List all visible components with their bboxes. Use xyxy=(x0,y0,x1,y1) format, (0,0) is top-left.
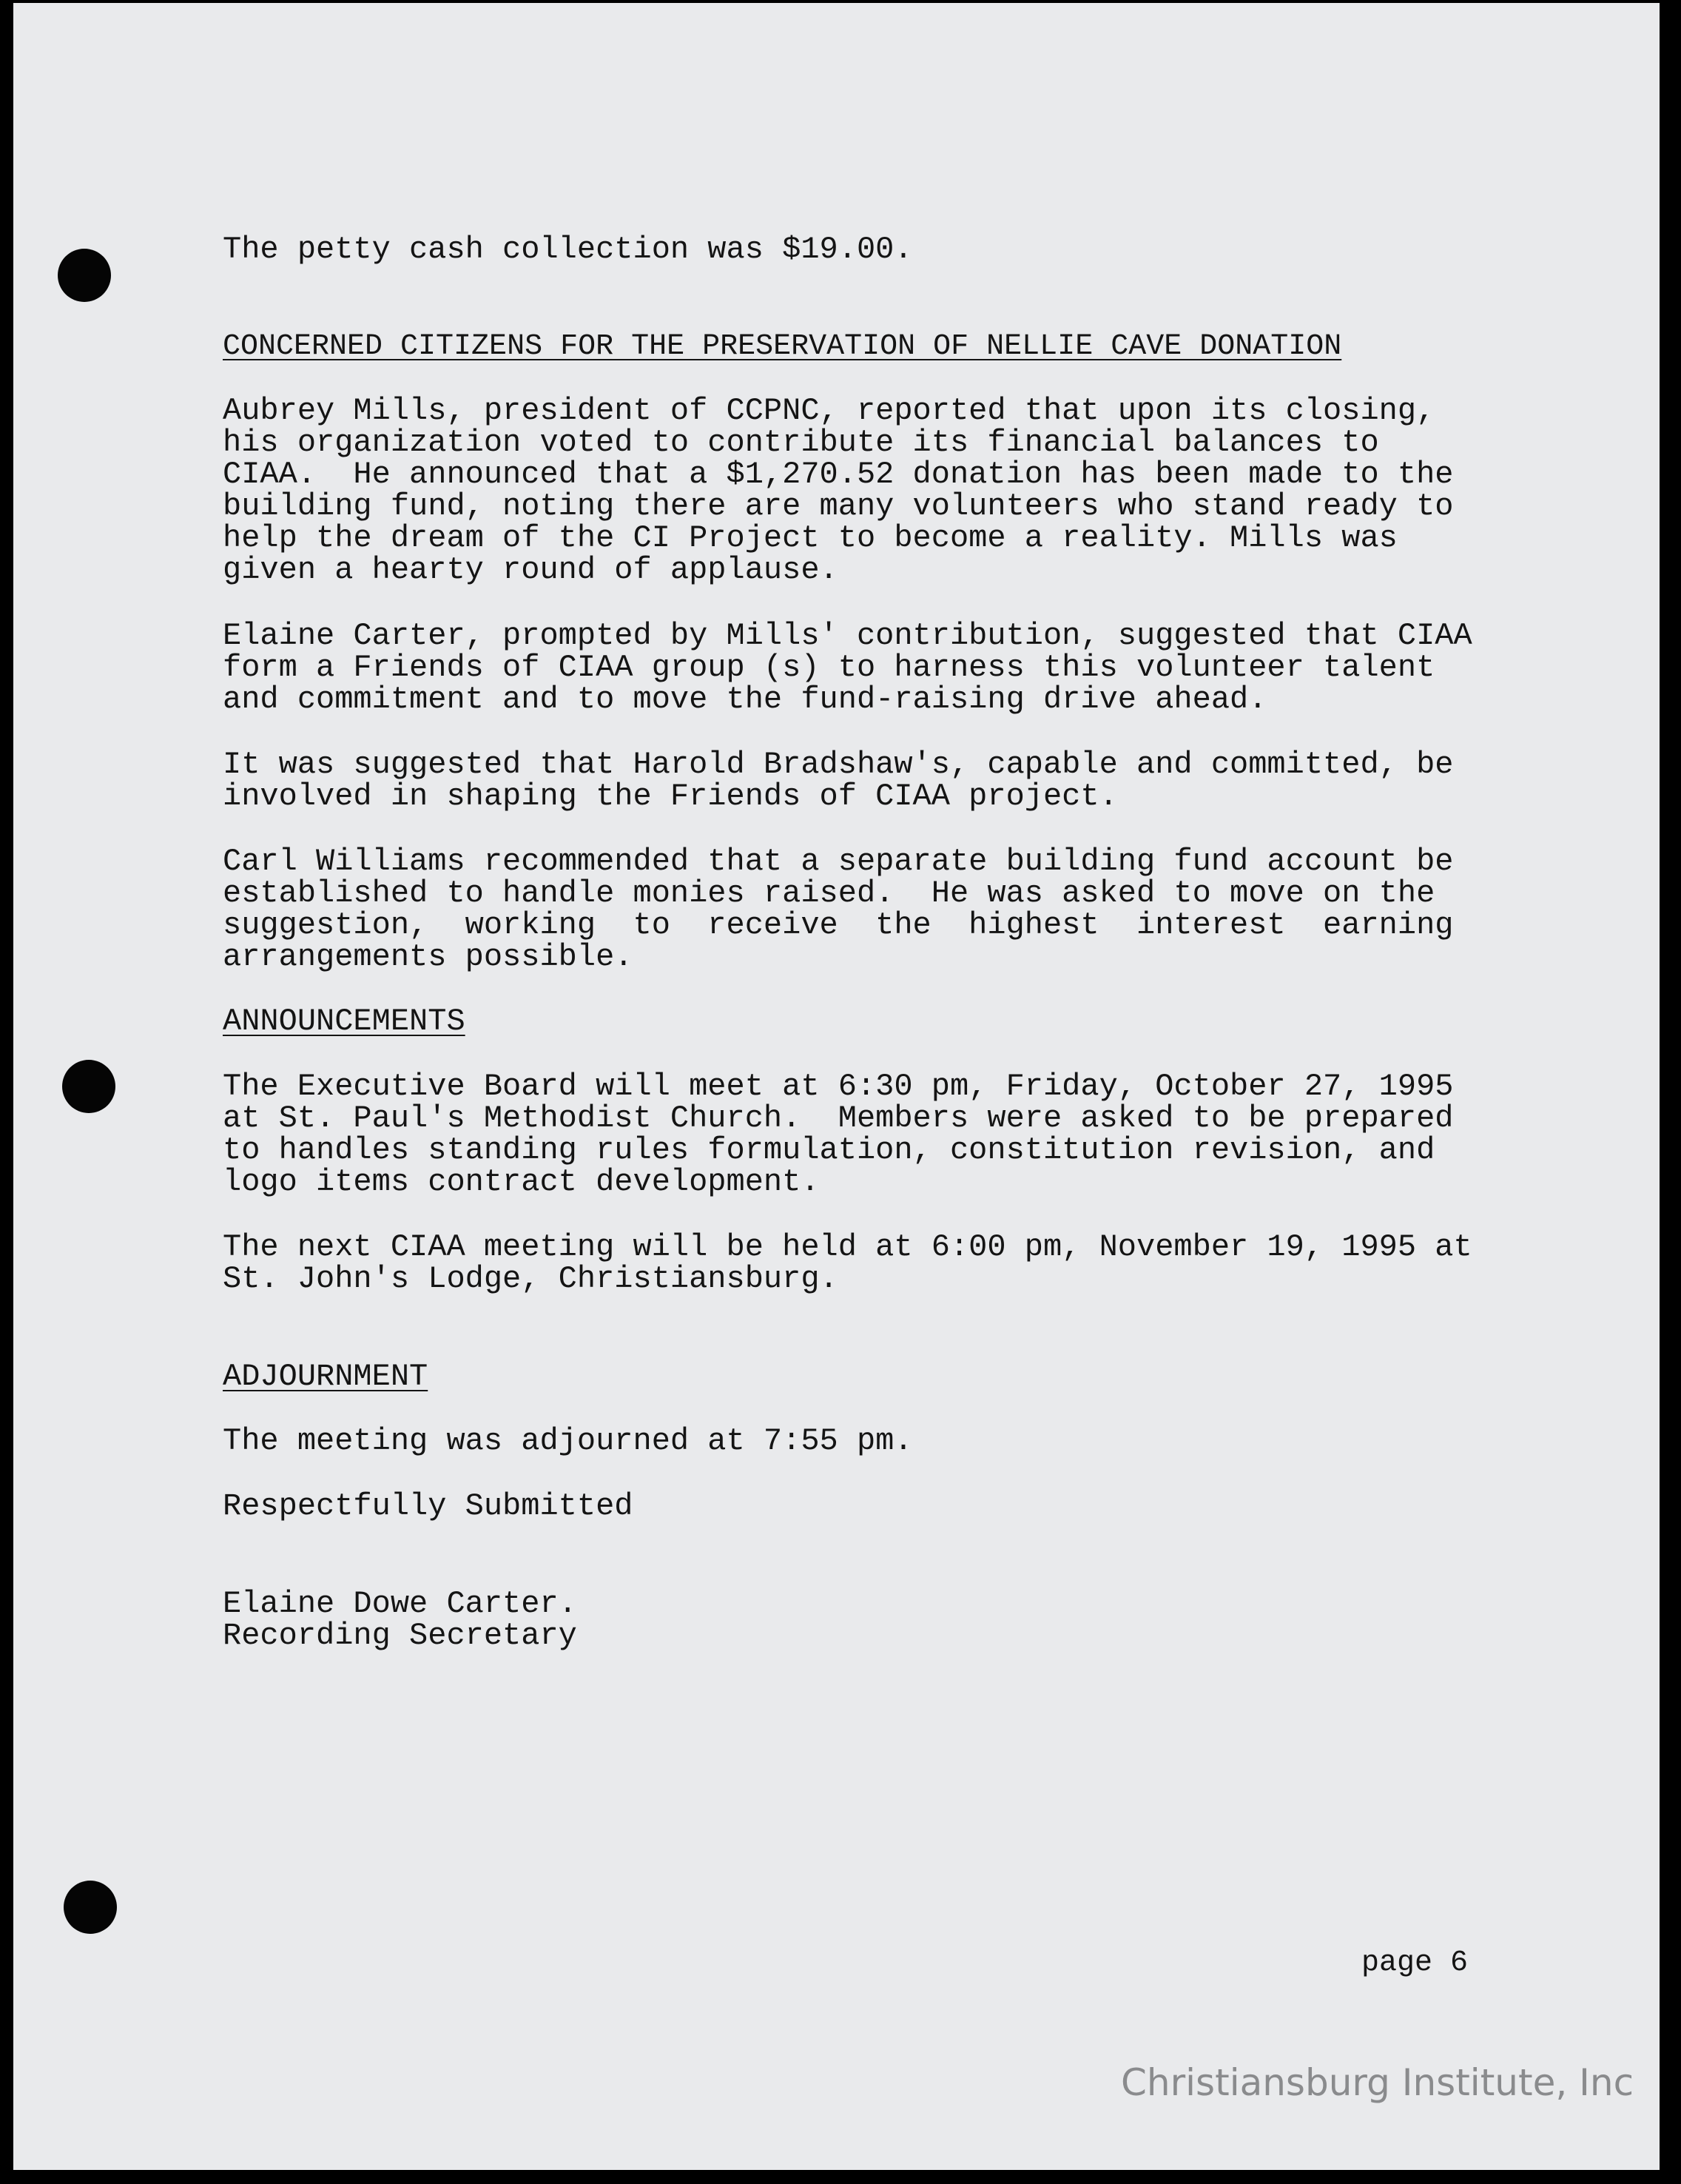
text-line: involved in shaping the Friends of CIAA project. xyxy=(223,779,1118,814)
text-line: The Executive Board will meet at 6:30 pm, Friday, October 27, 1995 xyxy=(223,1069,1454,1104)
closing-line: Respectfully Submitted xyxy=(223,1488,633,1524)
text-line: form a Friends of CIAA group (s) to harness this volunteer talent xyxy=(223,650,1435,685)
text-line: at St. Paul's Methodist Church. Members were asked to be prepared xyxy=(223,1101,1454,1136)
text-line: arrangements possible. xyxy=(223,939,633,975)
text-line: building fund, noting there are many volunteers who stand ready to xyxy=(223,488,1454,524)
text-line: CIAA. He announced that a $1,270.52 donation has been made to the xyxy=(223,457,1454,492)
signer-title: Recording Secretary xyxy=(223,1618,577,1653)
text-line: It was suggested that Harold Bradshaw's, capable and committed, be xyxy=(223,747,1454,782)
section-heading-adjournment: ADJOURNMENT xyxy=(223,1359,428,1394)
petty-cash-line: The petty cash collection was $19.00. xyxy=(223,232,913,267)
section-heading-donation: CONCERNED CITIZENS FOR THE PRESERVATION OF NELLIE CAVE DONATION xyxy=(223,330,1342,363)
text-line: to handles standing rules formulation, constitution revision, and xyxy=(223,1132,1435,1168)
adjournment-line: The meeting was adjourned at 7:55 pm. xyxy=(223,1423,913,1459)
punch-hole-middle xyxy=(62,1060,115,1113)
watermark: Christiansburg Institute, Inc xyxy=(1121,2061,1634,2104)
text-line: established to handle monies raised. He was asked to move on the xyxy=(223,876,1435,911)
text-line: logo items contract development. xyxy=(223,1164,820,1200)
signer-name: Elaine Dowe Carter. xyxy=(223,1586,577,1622)
text-line: and commitment and to move the fund-raising drive ahead. xyxy=(223,682,1267,717)
text-line: help the dream of the CI Project to become a reality. Mills was xyxy=(223,520,1398,556)
text-line: Aubrey Mills, president of CCPNC, reported that upon its closing, xyxy=(223,393,1435,429)
text-line: Elaine Carter, prompted by Mills' contribution, suggested that CIAA xyxy=(223,618,1472,653)
text-line: his organization voted to contribute its financial balances to xyxy=(223,425,1379,460)
page-number: page 6 xyxy=(1361,1946,1469,1980)
text-line: suggestion, working to receive the highest interest earning xyxy=(223,907,1454,943)
text-line: St. John's Lodge, Christiansburg. xyxy=(223,1261,838,1297)
punch-hole-bottom xyxy=(64,1881,117,1934)
punch-hole-top xyxy=(58,249,111,302)
text-line: Carl Williams recommended that a separate building fund account be xyxy=(223,844,1454,879)
section-heading-announcements: ANNOUNCEMENTS xyxy=(223,1004,465,1039)
text-line: The next CIAA meeting will be held at 6:00 pm, November 19, 1995 at xyxy=(223,1229,1472,1265)
text-line: given a hearty round of applause. xyxy=(223,552,838,588)
document-page xyxy=(13,3,1660,2170)
